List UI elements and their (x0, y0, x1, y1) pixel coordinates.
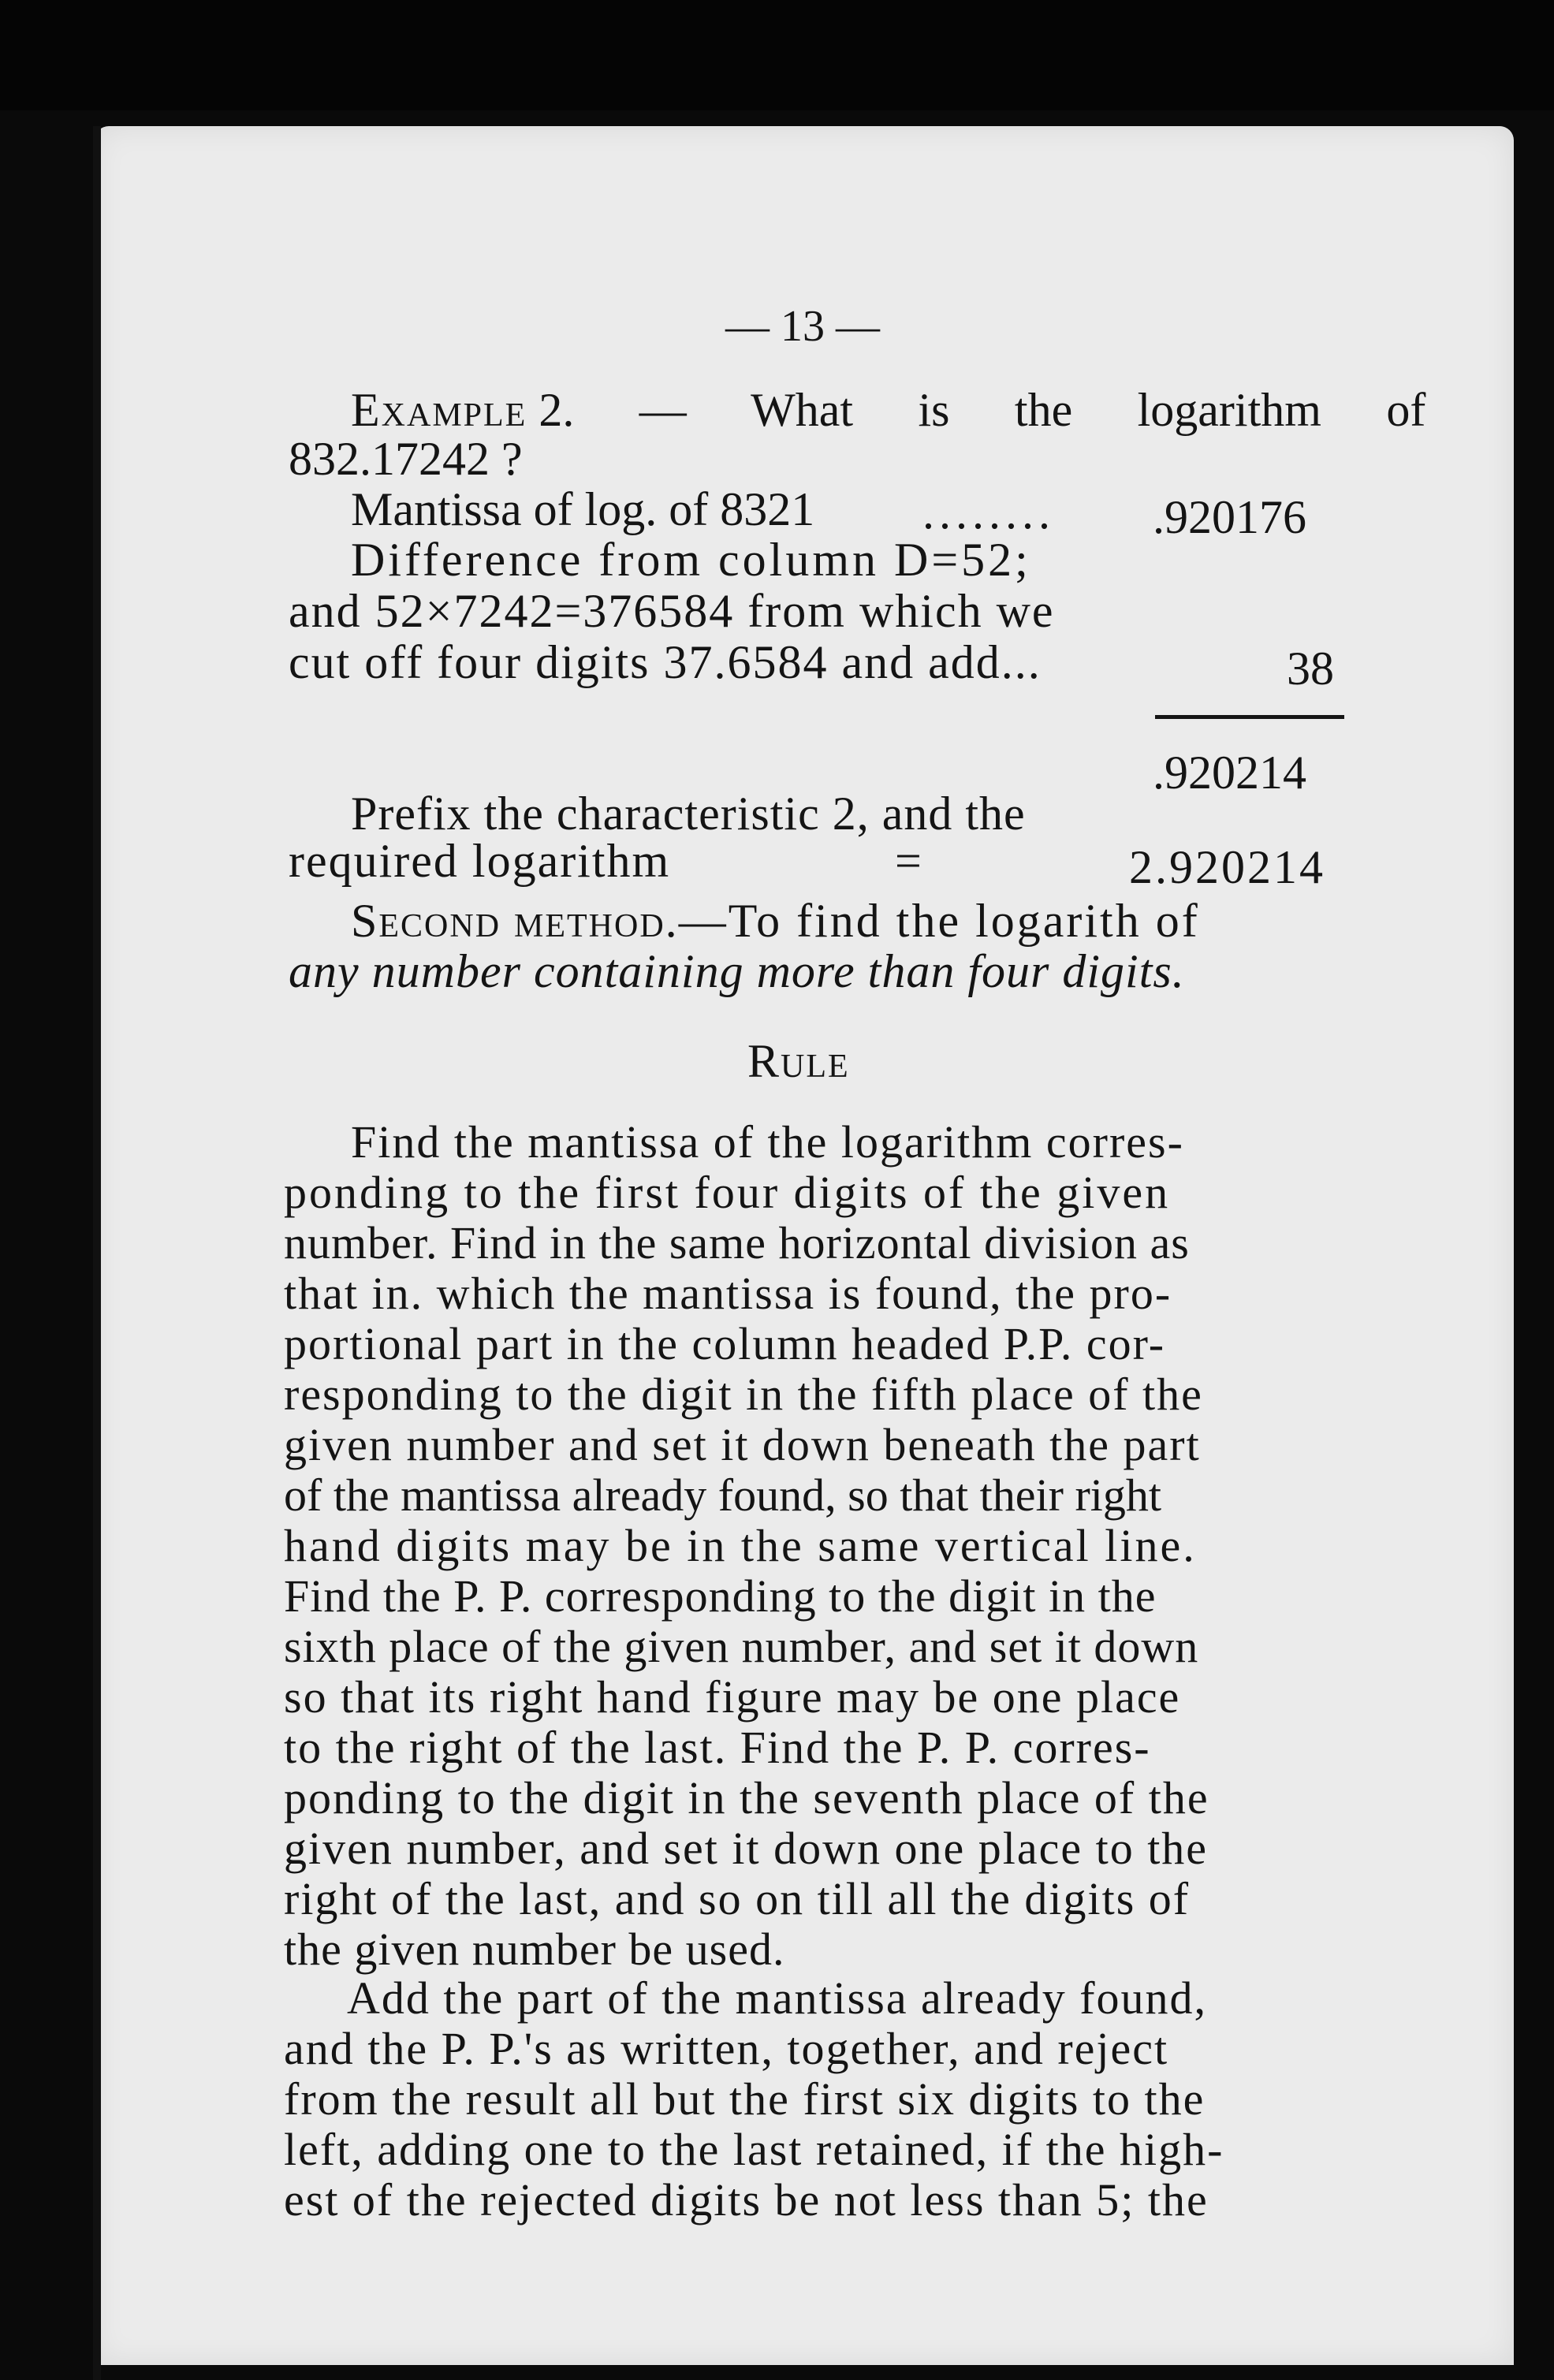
rule-line: hand digits may be in the same vertical line. (284, 1520, 1197, 1571)
second-method-italic: any number containing more than four digits. (289, 945, 1185, 997)
rule-line: left, adding one to the last retained, if the high- (284, 2124, 1224, 2175)
multiplication-line: and 52×7242=376584 from which we (289, 585, 1055, 637)
page-number: — 13 — (725, 302, 880, 351)
rule-line: right of the last, and so on till all the digits of (284, 1873, 1191, 1924)
rule-line: portional part in the column headed P.P. cor- (284, 1318, 1166, 1369)
second-method-line (351, 895, 1200, 947)
rule-line: and the P. P.'s as written, together, and reject (284, 2023, 1169, 2074)
rule-line: to the right of the last. Find the P. P. corres- (284, 1722, 1151, 1773)
page-spine-edge (93, 126, 101, 2380)
rule-heading: Rule (747, 1035, 850, 1087)
second-method-text: —To find the logarith of (678, 895, 1200, 947)
rule-line: given number, and set it down one place to the (284, 1823, 1209, 1874)
mantissa-label: Mantissa of log. of 8321 (351, 483, 815, 535)
rule-line: est of the rejected digits be not less than 5; the (284, 2174, 1209, 2225)
cut-off-line: cut off four digits 37.6584 and add... (289, 636, 1042, 688)
mantissa-value: .920176 (1153, 491, 1306, 543)
rule-line: ponding to the digit in the seventh place of the (284, 1772, 1209, 1823)
sum-rule (1155, 715, 1344, 719)
scan-background (0, 0, 1554, 110)
rule-line: Find the mantissa of the logarithm corres- (351, 1116, 1184, 1168)
rule-line: Find the P. P. corresponding to the digit in the (284, 1570, 1157, 1622)
rule-line: responding to the digit in the fifth place of the (284, 1369, 1203, 1420)
rule-line: sixth place of the given number, and set it down (284, 1621, 1199, 1672)
example-label: Example (351, 384, 527, 436)
rule-line: from the result all but the first six digits to the (284, 2073, 1206, 2125)
rule-line: the given number be used. (284, 1924, 785, 1975)
sum-value: .920214 (1153, 747, 1306, 799)
rule-line: given number and set it down beneath the part (284, 1419, 1201, 1470)
added-value: 38 (1287, 642, 1334, 695)
rule-line: that in. which the mantissa is found, the pro- (284, 1268, 1172, 1319)
prefix-line: Prefix the characteristic 2, and the (351, 788, 1026, 840)
required-logarithm-label: required logarithm (289, 835, 671, 887)
leader-dots: ........ (922, 486, 1055, 538)
difference-line: Difference from column D=52; (351, 534, 1031, 586)
rule-line: ponding to the first four digits of the given (284, 1167, 1171, 1218)
example-heading-line (351, 386, 1425, 434)
rule-line: so that its right hand figure may be one place (284, 1671, 1181, 1723)
equals-sign: = (895, 835, 922, 887)
rule-line: number. Find in the same horizontal division as (284, 1217, 1190, 1268)
rule-line: Add the part of the mantissa already found, (347, 1972, 1208, 2024)
example-question: 2. — What is the logarithm of (538, 384, 1426, 436)
rule-line: of the mantissa already found, so that their right (284, 1469, 1161, 1521)
required-logarithm-value: 2.920214 (1129, 841, 1325, 893)
example-number: 832.17242 ? (289, 433, 523, 485)
second-method-label: Second method. (351, 895, 679, 947)
